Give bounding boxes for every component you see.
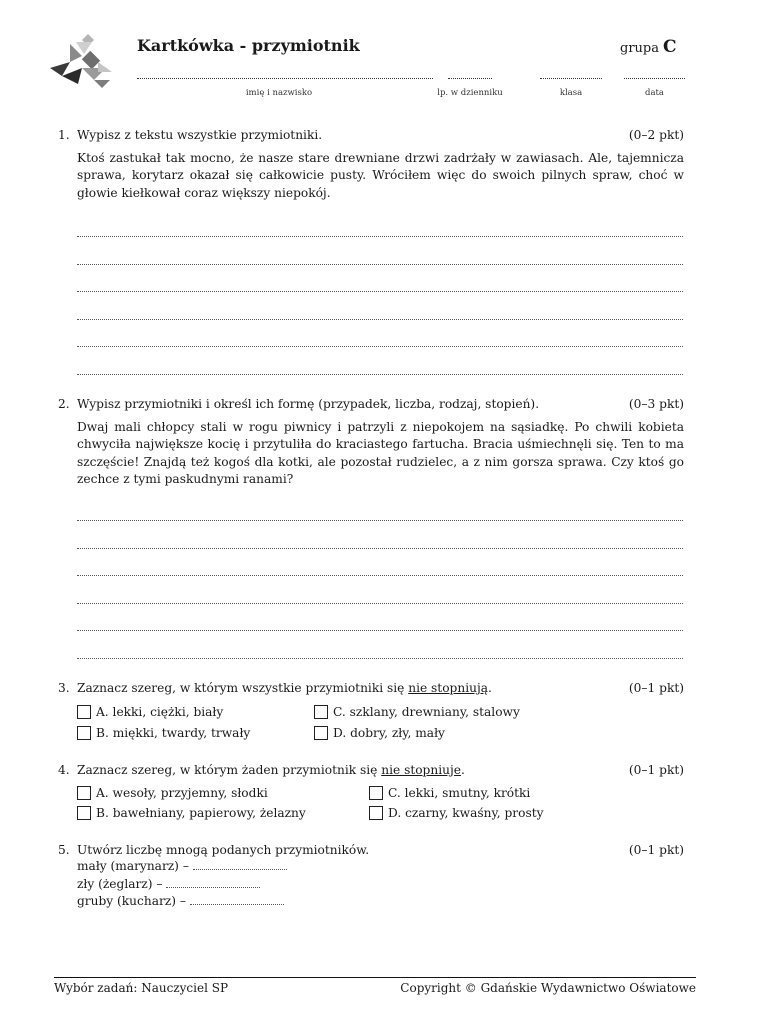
question-source-text: Dwaj mali chłopcy stali w rogu piwnicy i patrzyli z niepokojem na sąsiadkę. Po chwili kobieta chwyciła największe kocię i przytuliła do kraciastego fartucha. Bracia uśmiechnęli się. Ten to ma szczęście! Znajdą też kogoś dla kotki, ale pozostał rudzielec, a z nim gorsza sprawa. Czy ktoś go zechce z tymi paskudnymi ranami?	[77, 420, 684, 486]
plural-item	[77, 877, 260, 891]
question-prompt: Zaznacz szereg, w którym wszystkie przymiotniki się	[77, 681, 409, 695]
group-label: grupa	[620, 41, 659, 56]
plural-item-label: zły (żeglarz) –	[77, 877, 163, 891]
publisher-logo-icon	[48, 32, 114, 88]
checkbox[interactable]	[77, 726, 91, 740]
option-label: C. lekki, smutny, krótki	[388, 786, 531, 800]
answer-line[interactable]	[77, 264, 683, 265]
plural-answer-field[interactable]	[190, 894, 284, 905]
option-label: D. czarny, kwaśny, prosty	[388, 806, 544, 820]
question-prompt: Utwórz liczbę mnogą podanych przymiotników.	[77, 843, 370, 857]
question-number: 1.	[58, 128, 70, 142]
option-label: B. bawełniany, papierowy, żelazny	[96, 806, 306, 820]
question-number: 3.	[58, 681, 70, 695]
question-prompt: Zaznacz szereg, w którym żaden przymiotnik się	[77, 763, 382, 777]
register-number-field[interactable]	[448, 72, 492, 79]
plural-answer-field[interactable]	[166, 877, 260, 888]
question-points: (0–1 pkt)	[628, 681, 684, 695]
checkbox[interactable]	[77, 806, 91, 820]
plural-item-label: gruby (kucharz) –	[77, 894, 186, 908]
answer-option-c[interactable]	[314, 705, 520, 719]
answer-option-d[interactable]	[314, 726, 445, 740]
option-label: D. dobry, zły, mały	[333, 726, 445, 740]
question-prompt-end: .	[488, 681, 492, 695]
checkbox[interactable]	[369, 786, 383, 800]
option-label: B. miękki, twardy, trwały	[96, 726, 251, 740]
answer-option-a[interactable]	[77, 786, 268, 800]
answer-line[interactable]	[77, 603, 683, 604]
question-prompt-emphasis: nie stopniują	[408, 681, 488, 695]
answer-line[interactable]	[77, 346, 683, 347]
question-source-text: Ktoś zastukał tak mocno, że nasze stare drewniane drzwi zadrżały w zawiasach. Ale, tajemnicza sprawa, korytarz okazał się całkowicie pusty. Wróciłem więc do swoich pilnych spraw, choć w głowie kiełkował coraz większy niepokój.	[77, 151, 684, 200]
checkbox[interactable]	[77, 705, 91, 719]
register-number-field-label: lp. w dzienniku	[437, 88, 503, 98]
option-label: C. szklany, drewniany, stalowy	[333, 705, 520, 719]
name-field-label: imię i nazwisko	[245, 88, 313, 98]
answer-line[interactable]	[77, 319, 683, 320]
plural-item	[77, 894, 284, 908]
question-3	[58, 680, 684, 696]
question-prompt-emphasis: nie stopniuje	[381, 763, 461, 777]
name-field[interactable]	[137, 72, 433, 79]
plural-item	[77, 859, 287, 873]
question-number: 5.	[58, 843, 70, 857]
answer-line[interactable]	[77, 575, 683, 576]
group-indicator	[620, 37, 677, 57]
footer-credit: Wybór zadań: Nauczyciel SP	[54, 981, 229, 995]
question-points: (0–3 pkt)	[628, 397, 684, 411]
answer-line[interactable]	[77, 291, 683, 292]
question-2	[58, 396, 684, 488]
answer-option-d[interactable]	[369, 806, 544, 820]
question-prompt: Wypisz przymiotniki i określ ich formę (przypadek, liczba, rodzaj, stopień).	[77, 397, 540, 411]
plural-answer-field[interactable]	[193, 859, 287, 870]
question-number: 2.	[58, 397, 70, 411]
date-field[interactable]	[624, 72, 685, 79]
class-field-label: klasa	[559, 88, 583, 98]
answer-line[interactable]	[77, 548, 683, 549]
answer-line[interactable]	[77, 520, 683, 521]
class-field[interactable]	[540, 72, 602, 79]
question-points: (0–1 pkt)	[628, 763, 684, 777]
question-4	[58, 762, 684, 778]
answer-option-b[interactable]	[77, 806, 306, 820]
answer-line[interactable]	[77, 374, 683, 375]
answer-option-a[interactable]	[77, 705, 223, 719]
question-number: 4.	[58, 763, 70, 777]
group-value: C	[662, 37, 677, 57]
checkbox[interactable]	[369, 806, 383, 820]
footer-copyright: Copyright © Gdańskie Wydawnictwo Oświatowe	[400, 981, 696, 995]
answer-option-c[interactable]	[369, 786, 530, 800]
answer-line[interactable]	[77, 236, 683, 237]
question-prompt: Wypisz z tekstu wszystkie przymiotniki.	[77, 128, 323, 142]
option-label: A. wesoły, przyjemny, słodki	[96, 786, 268, 800]
question-points: (0–1 pkt)	[628, 843, 684, 857]
question-points: (0–2 pkt)	[628, 128, 684, 142]
checkbox[interactable]	[314, 705, 328, 719]
answer-line[interactable]	[77, 658, 683, 659]
date-field-label: data	[645, 88, 664, 98]
answer-line[interactable]	[77, 630, 683, 631]
question-prompt-end: .	[460, 763, 465, 777]
checkbox[interactable]	[77, 786, 91, 800]
footer-divider	[54, 977, 696, 978]
question-1	[58, 127, 684, 202]
option-label: A. lekki, ciężki, biały	[96, 705, 224, 719]
page-title: Kartkówka - przymiotnik	[137, 36, 360, 55]
checkbox[interactable]	[314, 726, 328, 740]
answer-option-b[interactable]	[77, 726, 250, 740]
question-5	[58, 842, 684, 858]
plural-item-label: mały (marynarz) –	[77, 859, 189, 873]
